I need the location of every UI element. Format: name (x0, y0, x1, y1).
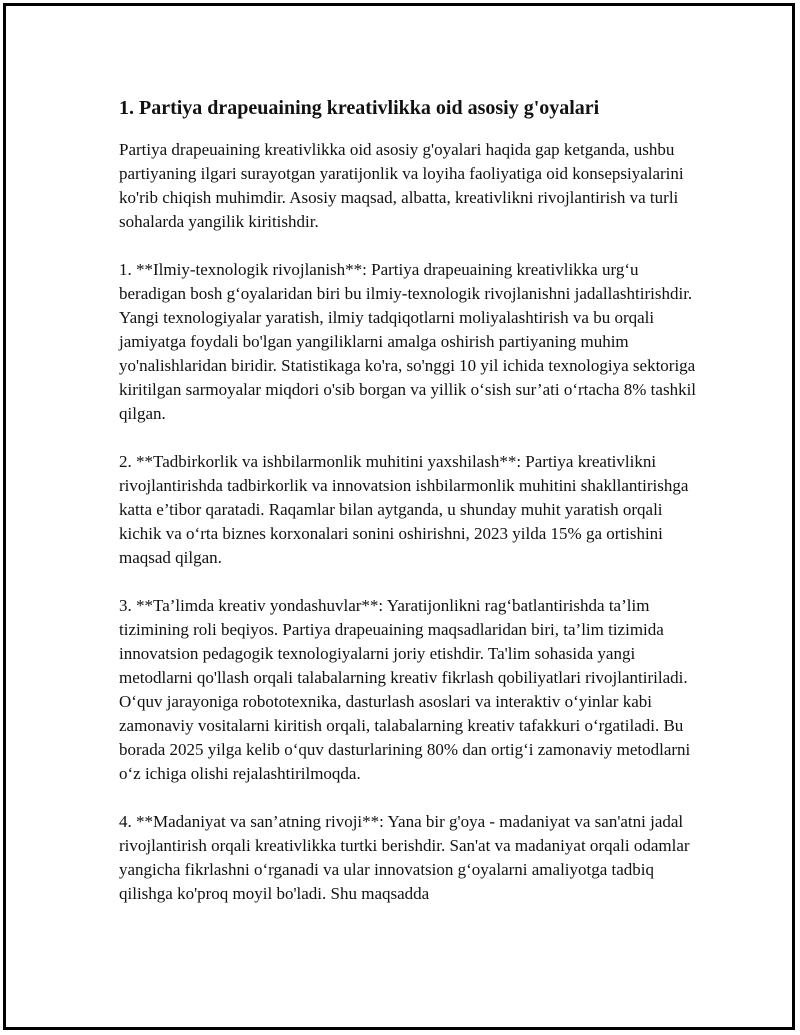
paragraph-entrepreneurship: 2. **Tadbirkorlik va ishbilarmonlik muhitini yaxshilash**: Partiya kreativlikni rivojlantirishda tadbirkorlik va innovatsion ishbilarmonlik muhitini shakllantirishga katta e’tibor qaratadi. Raqamlar bilan aytganda, u shunday muhit yaratish orqali kichik va o‘rta biznes korxonalari sonini oshirishni, 2023 yilda 15% ga ortishini maqsad qilgan. (119, 452, 689, 567)
paragraph-science-technology: 1. **Ilmiy-texnologik rivojlanish**: Partiya drapeuaining kreativlikka urg‘u beradigan bosh g‘oyalaridan biri bu ilmiy-texnologik rivojlanishni jadallashtirishdir. Yangi texnologiyalar yaratish, ilmiy tadqiqotlarni moliyalashtirish va bu orqali jamiyatga foydali bo'lgan yangiliklarni amalga oshirish partiyaning muhim yo'nalishlaridan biridir. Statistikaga ko'ra, so'nggi 10 yil ichida texnologiya sektoriga kiritilgan sarmoyalar miqdori o'sib borgan va yillik o‘sish sur’ati o‘rtacha 8% tashkil qilgan. (119, 260, 697, 423)
paragraph-culture-arts: 4. **Madaniyat va san’atning rivoji**: Yana bir g'oya - madaniyat va san'atni jadal rivojlantirish orqali kreativlikka turtki berishdir. San'at va madaniyat orqali odamlar yangicha fikrlashni o‘rganadi va ular innovatsion g‘oyalarni amaliyotga tadbiq qilishga ko'proq moyil bo'ladi. Shu maqsadda (119, 812, 690, 903)
section-heading: 1. Partiya drapeuaining kreativlikka oid asosiy g'oyalari (119, 97, 600, 119)
intro-paragraph: Partiya drapeuaining kreativlikka oid asosiy g'oyalari haqida gap ketganda, ushbu partiyaning ilgari surayotgan yaratijonlik va loyiha faoliyatiga oid konsepsiyalarini ko'rib chiqish muhimdir. Asosiy maqsad, albatta, kreativlikni rivojlantirish va turli sohalarda yangilik kiritishdir. (119, 140, 684, 231)
paragraph-education: 3. **Ta’limda kreativ yondashuvlar**: Yaratijonlikni rag‘batlantirishda ta’lim tizimining roli beqiyos. Partiya drapeuaining maqsadlaridan biri, ta’lim tizimida innovatsion pedagogik texnologiyalarni joriy etishdir. Ta'lim sohasida yangi metodlarni qo'llash orqali talabalarning kreativ fikrlash qobiliyatlari rivojlantiriladi. O‘quv jarayoniga robototexnika, dasturlash asoslari va interaktiv o‘yinlar kabi zamonaviy vositalarni kiritish orqali, talabalarning kreativ tafakkuri o‘rgatiladi. Bu borada 2025 yilga kelib o‘quv dasturlarining 80% dan ortig‘i zamonaviy metodlarni o‘z ichiga olishi rejalashtirilmoqda. (119, 596, 691, 783)
document-body (119, 94, 699, 930)
document-page (3, 3, 795, 1030)
